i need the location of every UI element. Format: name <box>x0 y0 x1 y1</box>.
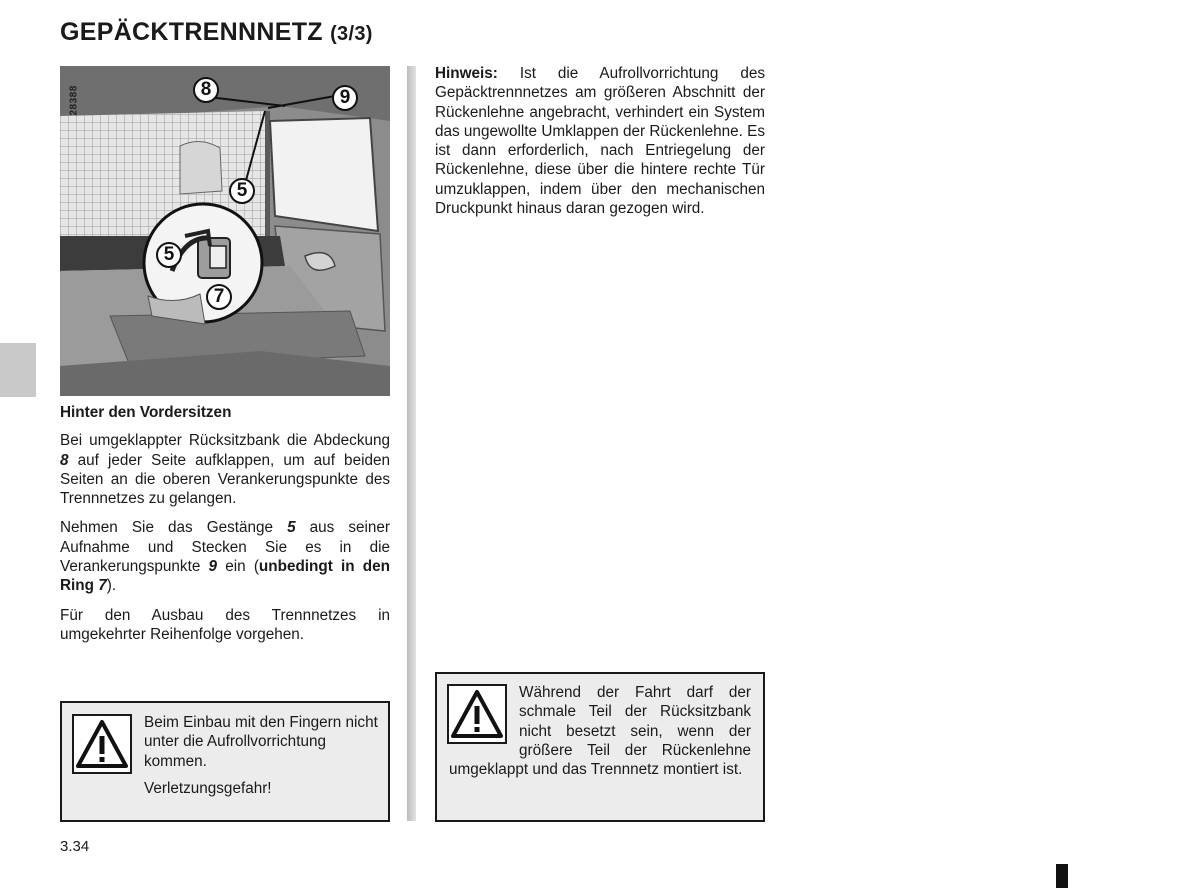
warning-text <box>144 713 380 806</box>
instruction-paragraph-3: Für den Ausbau des Trennnetzes in umgekehrter Reihenfolge vorgehen. <box>60 606 390 643</box>
p1-text-a: Bei umgeklappter Rücksitzbank die Abdeckung <box>60 432 390 450</box>
warning-box-driving <box>435 672 765 822</box>
callout-5-lower: 5 <box>156 242 182 268</box>
p2-bold-ring: unbedingt in den Ring <box>60 558 390 595</box>
p2-ref-5: 5 <box>287 519 296 537</box>
p2-text-h: ). <box>106 577 117 595</box>
warning-text-1: Beim Einbau mit den Fingern nicht unter die Aufrollvorrichtung kommen. <box>144 714 378 770</box>
right-column <box>435 64 765 218</box>
p2-text-e: ein ( <box>217 558 259 576</box>
warning-box-fingers <box>60 701 390 822</box>
p2-ref-9: 9 <box>208 558 218 576</box>
note-paragraph <box>435 64 765 218</box>
callout-8: 8 <box>193 77 219 103</box>
warning-text-2: Verletzungsgefahr! <box>144 779 272 797</box>
p1-ref-8: 8 <box>60 451 69 469</box>
figure-code: 28388 <box>68 85 80 116</box>
warning-text: Während der Fahrt darf der schmale Teil der Rücksitzbank nicht besetzt sein, wenn der größere Teil der Rückenlehne umgeklappt und das Trennnetz montiert ist. <box>449 684 751 779</box>
callout-9: 9 <box>332 85 358 111</box>
warning-triangle-icon <box>447 684 507 744</box>
left-column <box>60 403 390 654</box>
page-number: 3.34 <box>60 838 90 855</box>
page-title <box>60 18 373 47</box>
p2-text-a: Nehmen Sie das Gestänge <box>60 519 288 537</box>
chapter-tab <box>0 343 36 397</box>
instruction-paragraph-1 <box>60 431 390 508</box>
warning-triangle-icon <box>72 714 132 774</box>
note-label: Hinweis: <box>435 65 498 82</box>
corner-mark <box>1056 864 1068 888</box>
cargo-net-illustration <box>60 66 390 396</box>
p2-ref-7: 7 <box>98 577 107 595</box>
section-heading: Hinter den Vordersitzen <box>60 404 232 421</box>
title-part: (3/3) <box>330 23 373 45</box>
callout-7: 7 <box>206 284 232 310</box>
title-text: GEPÄCKTRENNNETZ <box>60 18 323 46</box>
callout-5-upper: 5 <box>229 178 255 204</box>
p2-text-c: aus seiner Aufnahme und Stecken Sie es in die Verankerungspunkte <box>60 519 390 576</box>
column-divider <box>407 66 416 821</box>
illustration-drawing <box>60 66 390 396</box>
instruction-paragraph-2 <box>60 518 390 595</box>
note-text: Ist die Aufrollvorrichtung des Gepäcktrennnetzes am größeren Abschnitt der Rückenlehne angebracht, verhindert ein System das ungewollte Umklappen der Rückenlehne. Es ist dann erforderlich, nach Entriegelung der Rückenlehne, diese über die hintere rechte Tür umzuklappen, indem über den mechanischen Druckpunkt hinaus daran gezogen wird. <box>435 65 765 218</box>
p1-text-c: auf jeder Seite aufklappen, um auf beiden Seiten an die oberen Verankerungspunkte des Trennnetzes zu gelangen. <box>60 451 390 508</box>
